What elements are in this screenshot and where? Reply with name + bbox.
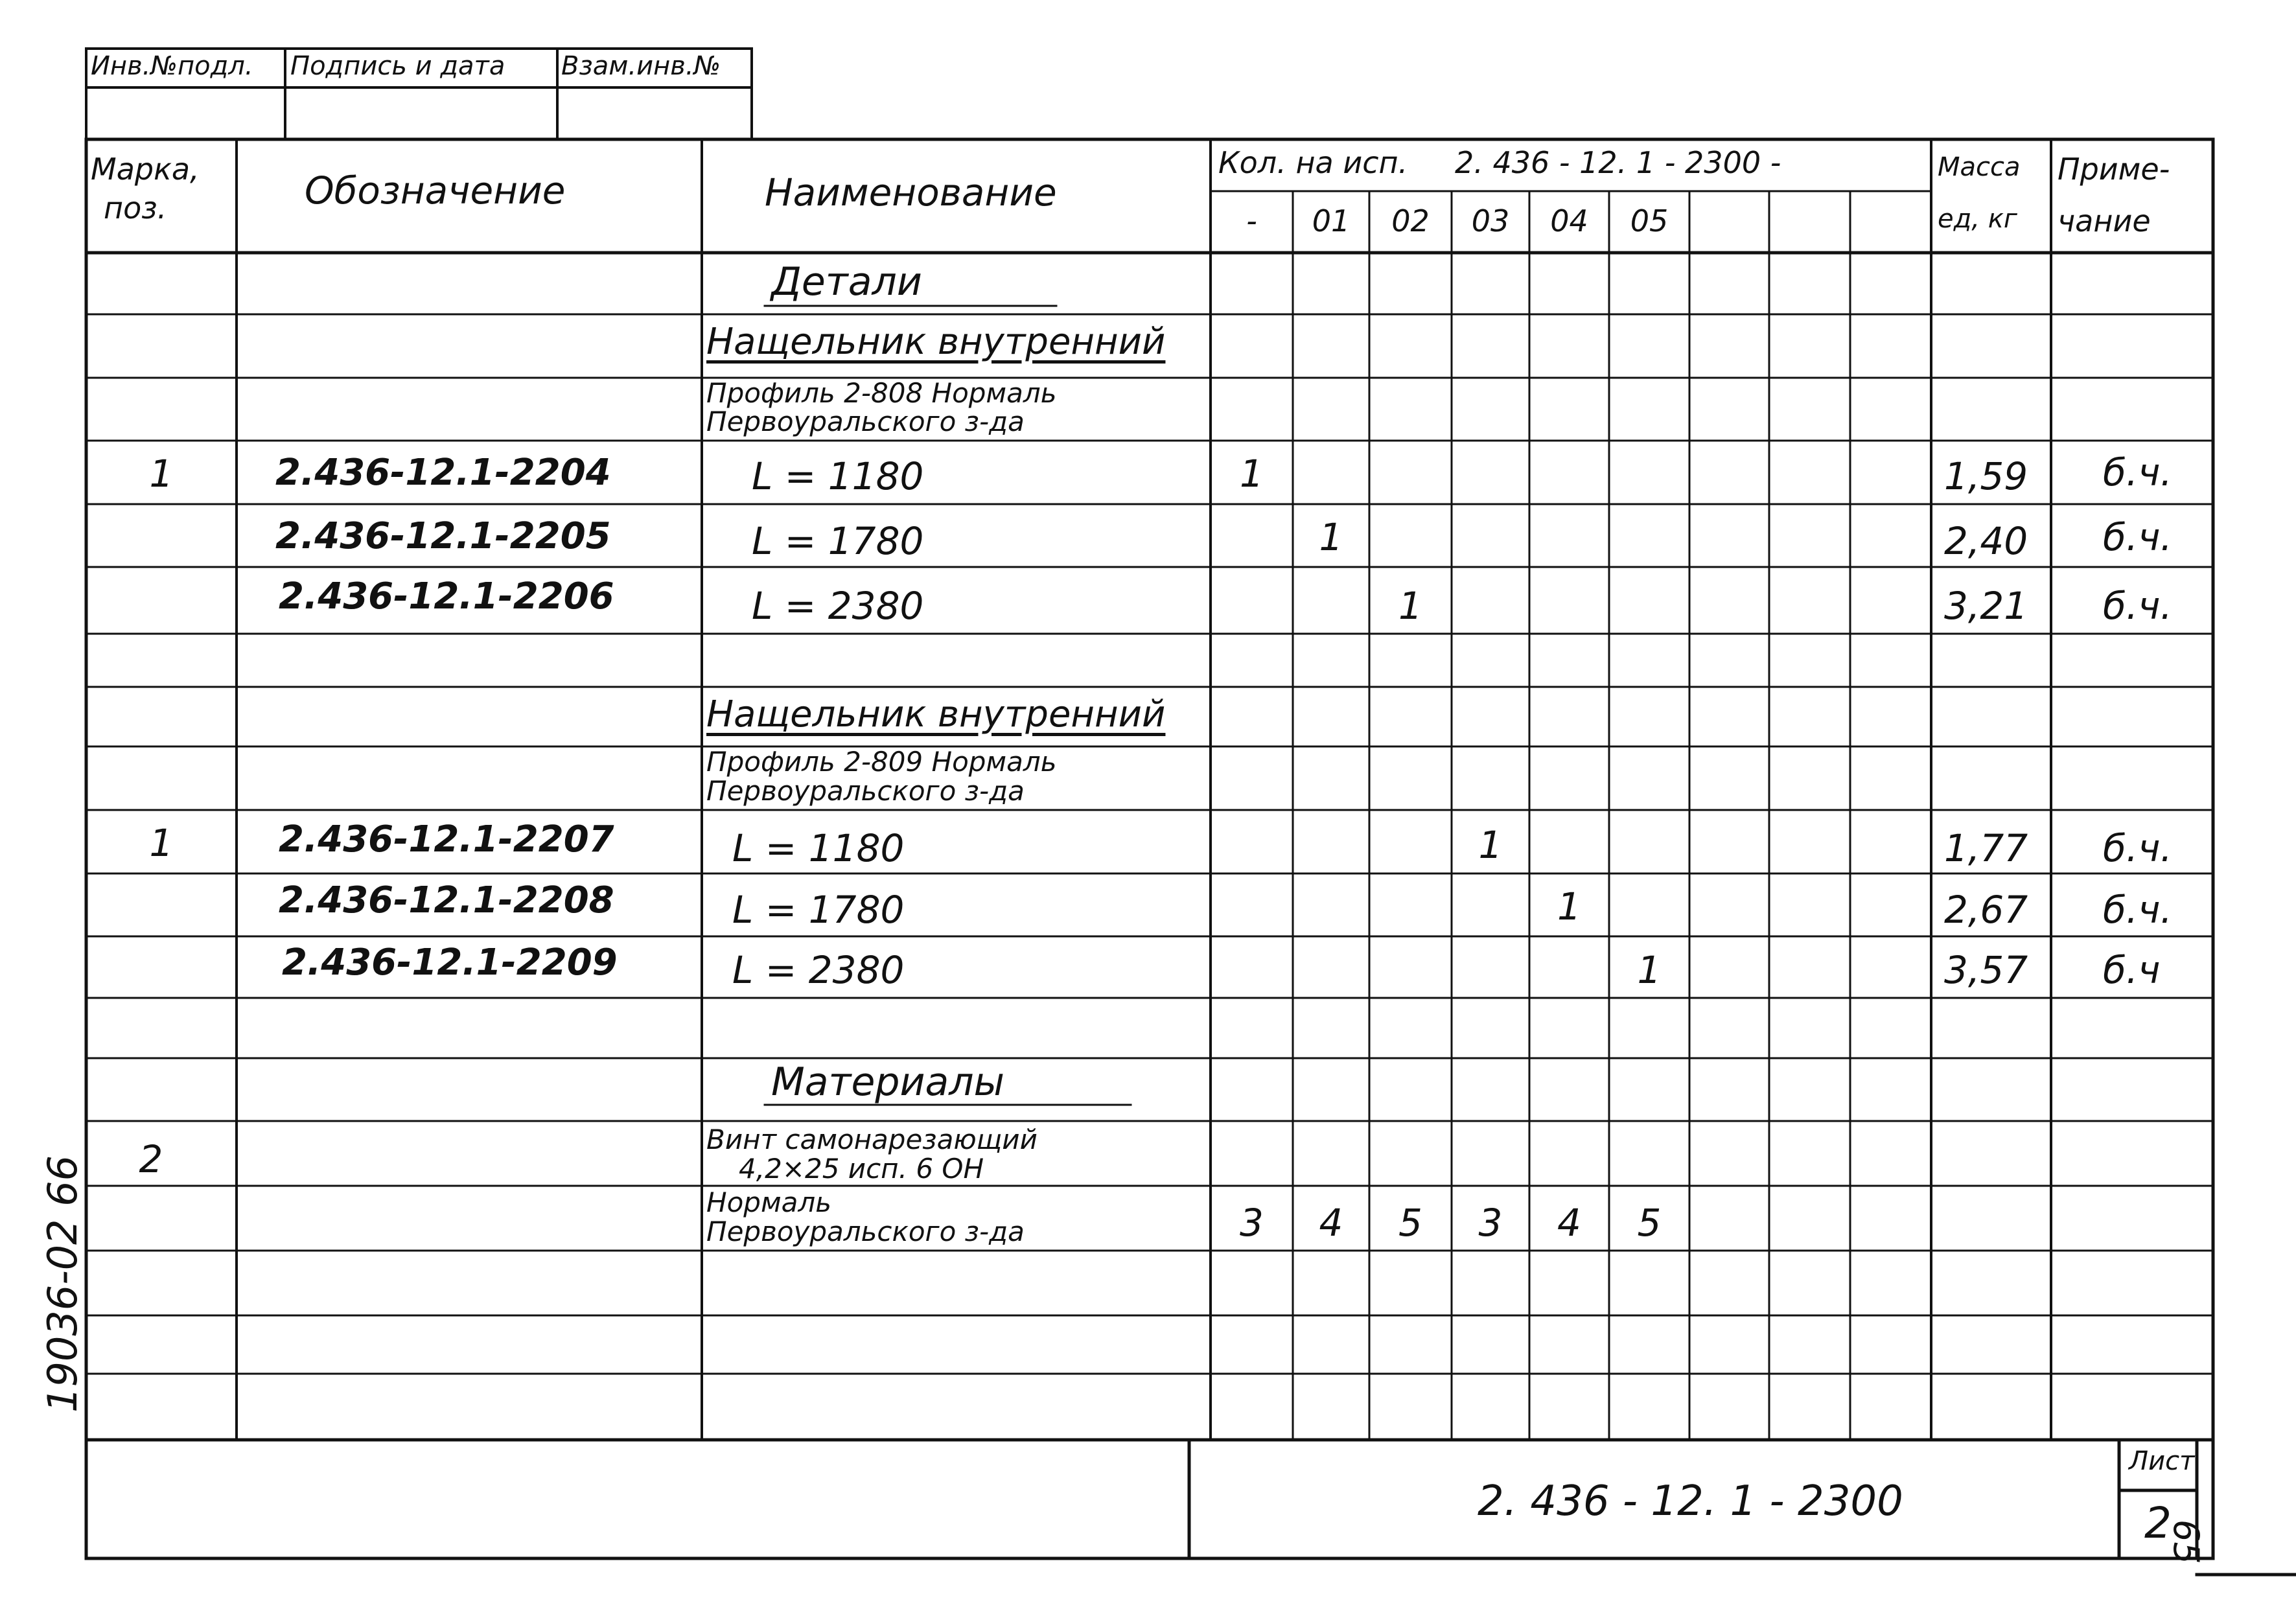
material-poz: 2 bbox=[139, 1137, 163, 1181]
footer-sheet-label: Лист bbox=[2129, 1446, 2195, 1476]
header-poz: поз. bbox=[104, 191, 167, 225]
header-qty-doc: 2. 436 - 12. 1 - 2300 - bbox=[1455, 145, 1781, 180]
row-mass: 1,77 bbox=[1944, 826, 2028, 870]
row-code: 2.436-12.1-2208 bbox=[279, 879, 614, 921]
group1-sub2: Первоуральского з-да bbox=[706, 406, 1025, 437]
header-variant: 04 bbox=[1550, 203, 1588, 238]
row-code: 2.436-12.1-2207 bbox=[279, 818, 614, 861]
row-mass: 1,59 bbox=[1944, 454, 2028, 498]
material-qty: 4 bbox=[1557, 1201, 1581, 1245]
material-line1: Винт самонарезающий bbox=[706, 1124, 1038, 1155]
header-marka: Марка, bbox=[91, 152, 200, 187]
stamp-sign-label: Подпись и дата bbox=[290, 51, 505, 81]
row-qty: 1 bbox=[1637, 948, 1662, 992]
header-note-2: чание bbox=[2058, 203, 2151, 238]
row-qty: 1 bbox=[1398, 584, 1422, 628]
row-note: б.ч. bbox=[2103, 515, 2172, 559]
header-variant: 03 bbox=[1471, 203, 1510, 238]
material-qty: 3 bbox=[1478, 1201, 1503, 1245]
material-qty: 3 bbox=[1240, 1201, 1264, 1245]
material-qty: 5 bbox=[1637, 1201, 1662, 1245]
footer-doc-number: 2. 436 - 12. 1 - 2300 bbox=[1478, 1477, 1903, 1525]
row-note: б.ч. bbox=[2103, 888, 2172, 932]
row-note: б.ч bbox=[2103, 948, 2161, 992]
material-qty: 4 bbox=[1319, 1201, 1343, 1245]
group2-sub1: Профиль 2-809 Нормаль bbox=[706, 746, 1057, 778]
material-qty: 5 bbox=[1398, 1201, 1422, 1245]
header-variant: 01 bbox=[1312, 203, 1351, 238]
header-note-1: Приме- bbox=[2058, 152, 2170, 187]
row-name: L = 1780 bbox=[752, 519, 924, 563]
group2-title: Нащельник внутренний bbox=[706, 693, 1166, 735]
row-name: L = 1180 bbox=[752, 454, 924, 498]
row-poz: 1 bbox=[149, 452, 174, 496]
header-qty-label: Кол. на исп. bbox=[1218, 145, 1408, 180]
row-qty: 1 bbox=[1319, 515, 1343, 559]
material-line3: Нормаль bbox=[706, 1186, 831, 1218]
side-mark: 19036-02 66 bbox=[39, 1155, 86, 1413]
row-name: L = 1180 bbox=[732, 826, 905, 870]
row-code: 2.436-12.1-2205 bbox=[275, 515, 611, 557]
header-designation: Обозначение bbox=[305, 168, 566, 213]
group2-sub2: Первоуральского з-да bbox=[706, 775, 1025, 807]
row-name: L = 2380 bbox=[752, 584, 924, 628]
row-code: 2.436-12.1-2209 bbox=[282, 942, 618, 984]
footer-sheet-number: 2 bbox=[2144, 1498, 2172, 1548]
header-variant: 02 bbox=[1391, 203, 1430, 238]
stamp-inv-label: Инв.№подл. bbox=[91, 51, 253, 81]
row-name: L = 1780 bbox=[732, 888, 905, 932]
material-line4: Первоуральского з-да bbox=[706, 1216, 1025, 1247]
row-poz: 1 bbox=[149, 821, 174, 865]
header-variant: 05 bbox=[1630, 203, 1669, 238]
row-code: 2.436-12.1-2204 bbox=[275, 452, 611, 494]
row-note: б.ч. bbox=[2103, 450, 2172, 494]
stamp-vzam-label: Взам.инв.№ bbox=[561, 51, 721, 81]
material-line2: 4,2×25 исп. 6 ОН bbox=[739, 1153, 984, 1185]
header-name: Наименование bbox=[765, 170, 1057, 214]
group1-title: Нащельник внутренний bbox=[706, 321, 1166, 363]
section-materials: Материалы bbox=[771, 1059, 1004, 1105]
header-variant: - bbox=[1246, 203, 1257, 238]
row-qty: 1 bbox=[1478, 823, 1503, 867]
row-qty: 1 bbox=[1240, 452, 1264, 496]
page-mark: 65 bbox=[2166, 1520, 2207, 1564]
header-mass-2: ед, кг bbox=[1938, 204, 2017, 234]
row-mass: 3,57 bbox=[1944, 948, 2028, 992]
row-name: L = 2380 bbox=[732, 948, 905, 992]
section-details: Детали bbox=[771, 259, 922, 305]
row-note: б.ч. bbox=[2103, 826, 2172, 870]
row-note: б.ч. bbox=[2103, 584, 2172, 628]
row-mass: 3,21 bbox=[1944, 584, 2028, 628]
row-code: 2.436-12.1-2206 bbox=[279, 575, 614, 618]
row-qty: 1 bbox=[1557, 884, 1581, 929]
row-mass: 2,40 bbox=[1944, 519, 2028, 563]
group1-sub1: Профиль 2-808 Нормаль bbox=[706, 377, 1057, 409]
header-mass-1: Масса bbox=[1938, 152, 2021, 182]
row-mass: 2,67 bbox=[1944, 888, 2028, 932]
